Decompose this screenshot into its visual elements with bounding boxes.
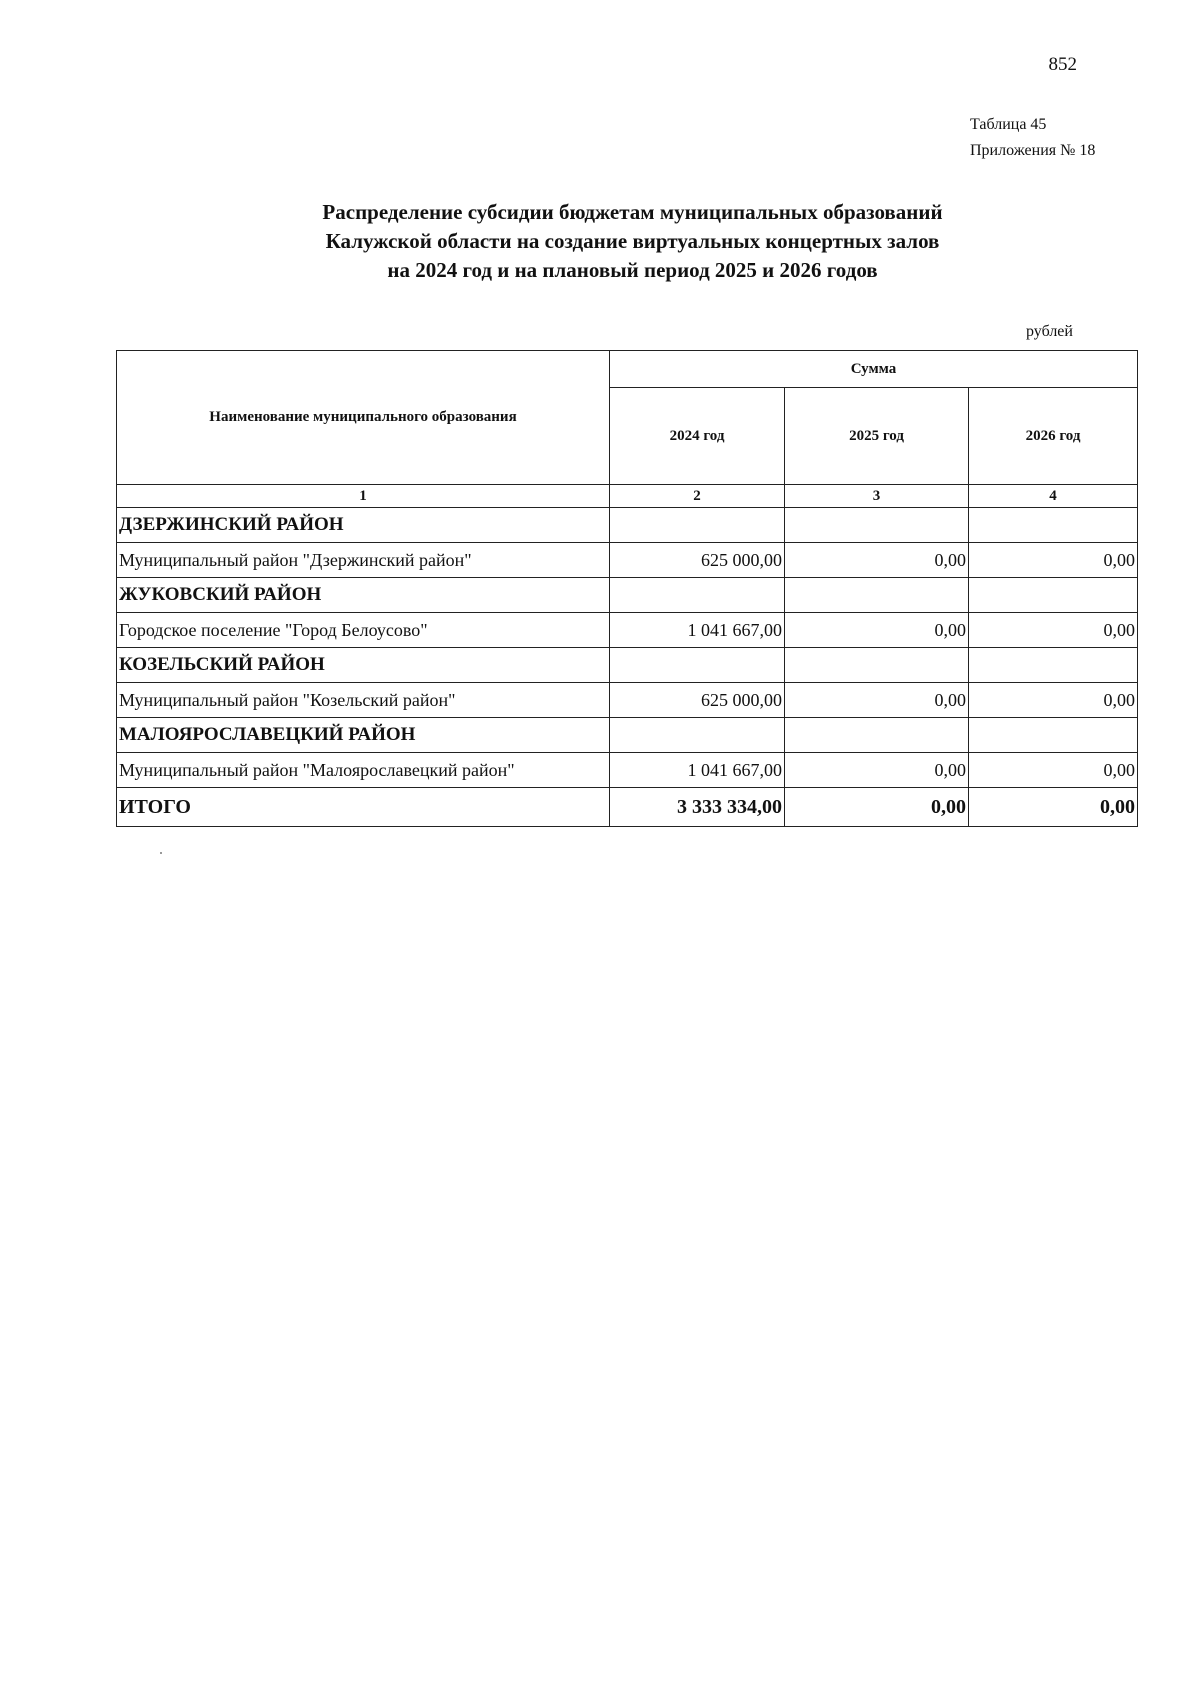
empty-cell: [969, 508, 1138, 543]
municipality-name: Муниципальный район "Козельский район": [117, 683, 610, 718]
header-sum-group: Сумма: [610, 351, 1138, 388]
column-number: 2: [610, 485, 785, 508]
empty-cell: [785, 578, 969, 613]
empty-cell: [610, 578, 785, 613]
table-reference-number: Таблица 45: [970, 116, 1047, 133]
total-2026: 0,00: [969, 788, 1138, 827]
district-name: МАЛОЯРОСЛАВЕЦКИЙ РАЙОН: [117, 718, 610, 753]
header-year-2025: 2025 год: [785, 388, 969, 485]
title-line-3: на 2024 год и на плановый период 2025 и 2026 годов: [387, 258, 878, 282]
table-reference: [970, 112, 1095, 164]
district-name: ДЗЕРЖИНСКИЙ РАЙОН: [117, 508, 610, 543]
page-number: 852: [1048, 54, 1077, 75]
empty-cell: [610, 718, 785, 753]
title-line-1: Распределение субсидии бюджетам муниципальных образований: [322, 200, 943, 224]
appendix-reference: Приложения № 18: [970, 142, 1096, 159]
amount-2024: 625 000,00: [610, 543, 785, 578]
municipality-row: [117, 543, 1138, 578]
column-number: 4: [969, 485, 1138, 508]
municipality-name: Муниципальный район "Малоярославецкий район": [117, 753, 610, 788]
amount-2026: 0,00: [969, 543, 1138, 578]
total-label: ИТОГО: [117, 788, 610, 827]
district-name: ЖУКОВСКИЙ РАЙОН: [117, 578, 610, 613]
column-number: 3: [785, 485, 969, 508]
empty-cell: [969, 648, 1138, 683]
header-year-2024: 2024 год: [610, 388, 785, 485]
amount-2026: 0,00: [969, 753, 1138, 788]
municipality-name: Муниципальный район "Дзержинский район": [117, 543, 610, 578]
title-line-2: Калужской области на создание виртуальных концертных залов: [325, 229, 940, 253]
column-number: 1: [117, 485, 610, 508]
total-row: [117, 788, 1138, 827]
municipality-row: [117, 683, 1138, 718]
amount-2026: 0,00: [969, 613, 1138, 648]
amount-2025: 0,00: [785, 613, 969, 648]
district-row: [117, 508, 1138, 543]
empty-cell: [785, 648, 969, 683]
total-2024: 3 333 334,00: [610, 788, 785, 827]
header-year-2026: 2026 год: [969, 388, 1138, 485]
units-label: рублей: [1026, 323, 1073, 340]
district-row: [117, 648, 1138, 683]
empty-cell: [969, 718, 1138, 753]
scan-speck: [160, 852, 162, 854]
empty-cell: [785, 718, 969, 753]
document-title: [200, 198, 1065, 285]
subsidy-table: [116, 350, 1138, 827]
municipality-row: [117, 613, 1138, 648]
amount-2025: 0,00: [785, 543, 969, 578]
empty-cell: [785, 508, 969, 543]
header-municipality-name: Наименование муниципального образования: [117, 351, 610, 485]
municipality-name: Городское поселение "Город Белоусово": [117, 613, 610, 648]
empty-cell: [969, 578, 1138, 613]
amount-2024: 625 000,00: [610, 683, 785, 718]
amount-2026: 0,00: [969, 683, 1138, 718]
empty-cell: [610, 648, 785, 683]
district-row: [117, 718, 1138, 753]
municipality-row: [117, 753, 1138, 788]
amount-2025: 0,00: [785, 753, 969, 788]
total-2025: 0,00: [785, 788, 969, 827]
district-name: КОЗЕЛЬСКИЙ РАЙОН: [117, 648, 610, 683]
amount-2024: 1 041 667,00: [610, 753, 785, 788]
amount-2025: 0,00: [785, 683, 969, 718]
amount-2024: 1 041 667,00: [610, 613, 785, 648]
column-number-row: [117, 485, 1138, 508]
district-row: [117, 578, 1138, 613]
empty-cell: [610, 508, 785, 543]
